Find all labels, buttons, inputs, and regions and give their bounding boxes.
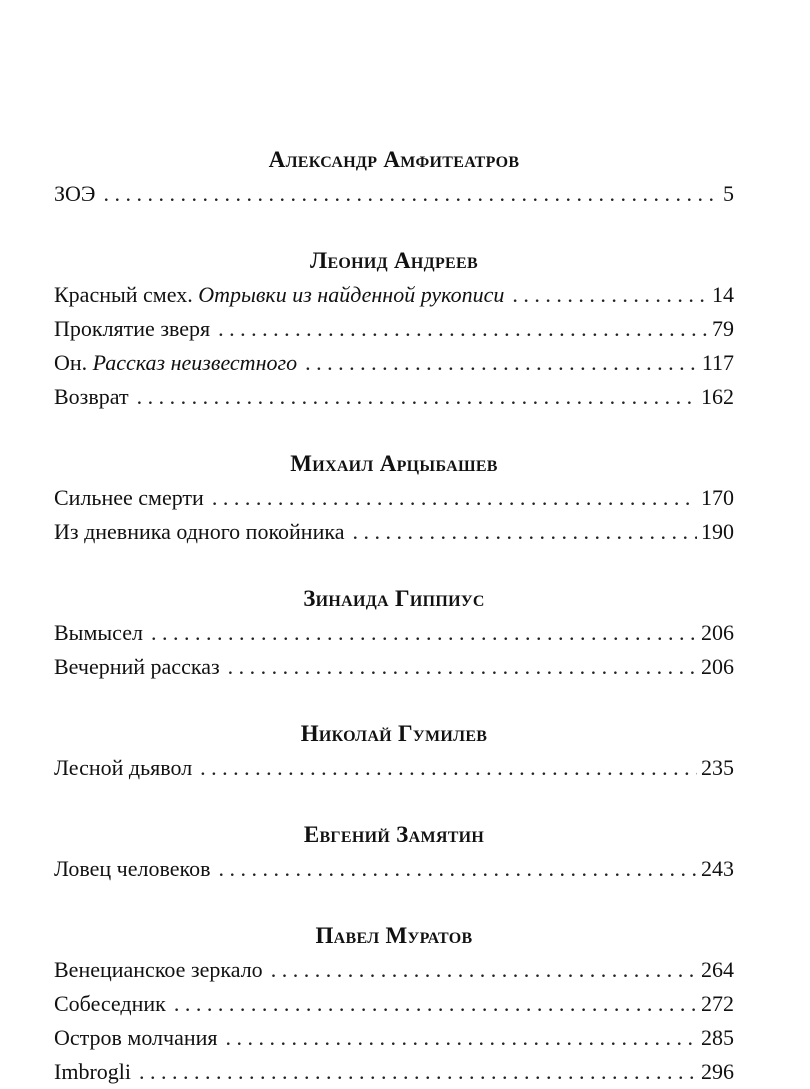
entry-title: Лесной дьявол xyxy=(54,755,193,780)
entry-title: Вымысел xyxy=(54,620,143,645)
entry-title: Imbrogli xyxy=(54,1059,131,1084)
author-heading: Михаил Арцыбашев xyxy=(290,451,498,476)
toc-entry[interactable] xyxy=(54,177,734,211)
page-number: 14 xyxy=(712,282,734,307)
toc-section-artsybashev xyxy=(54,447,734,549)
page-number: 243 xyxy=(701,856,734,881)
author-heading: Николай Гумилев xyxy=(300,721,488,746)
author-heading: Александр Амфитеатров xyxy=(268,147,520,172)
dot-leader xyxy=(305,346,698,380)
page-number: 285 xyxy=(701,1025,734,1050)
toc-entry[interactable] xyxy=(54,346,734,380)
dot-leader xyxy=(103,177,719,211)
toc-entry[interactable] xyxy=(54,650,734,684)
toc-section-zamyatin xyxy=(54,818,734,886)
dot-leader xyxy=(218,852,697,886)
entry-title: Венецианское зеркало xyxy=(54,957,263,982)
entry-title: Проклятие зверя xyxy=(54,316,211,341)
dot-leader xyxy=(200,751,697,785)
dot-leader xyxy=(271,953,697,987)
entry-title: ЗОЭ xyxy=(54,181,96,206)
dot-leader xyxy=(139,1055,697,1089)
page-number: 206 xyxy=(701,620,734,645)
toc-entry[interactable] xyxy=(54,616,734,650)
author-heading: Зинаида Гиппиус xyxy=(303,586,485,611)
toc-entry[interactable] xyxy=(54,481,734,515)
entry-title: Остров молчания xyxy=(54,1025,218,1050)
dot-leader xyxy=(226,1021,697,1055)
entry-title: Красный смех. xyxy=(54,282,199,307)
page-number: 264 xyxy=(701,957,734,982)
dot-leader xyxy=(218,312,708,346)
table-of-contents xyxy=(54,143,734,1089)
dot-leader xyxy=(512,278,708,312)
dot-leader xyxy=(174,987,697,1021)
page-number: 272 xyxy=(701,991,734,1016)
page-number: 235 xyxy=(701,755,734,780)
toc-entry[interactable] xyxy=(54,852,734,886)
toc-entry[interactable] xyxy=(54,515,734,549)
author-heading: Леонид Андреев xyxy=(310,248,478,273)
author-heading: Павел Муратов xyxy=(315,923,473,948)
page-number: 206 xyxy=(701,654,734,679)
entry-title: Вечерний рассказ xyxy=(54,654,220,679)
dot-leader xyxy=(352,515,697,549)
toc-section-gumilev xyxy=(54,717,734,785)
toc-entry[interactable] xyxy=(54,953,734,987)
entry-title: Возврат xyxy=(54,384,129,409)
dot-leader xyxy=(137,380,697,414)
toc-entry[interactable] xyxy=(54,1055,734,1089)
toc-section-gippius xyxy=(54,582,734,684)
toc-section-andreev xyxy=(54,244,734,414)
entry-title: Ловец человеков xyxy=(54,856,211,881)
toc-entry[interactable] xyxy=(54,278,734,312)
toc-entry[interactable] xyxy=(54,312,734,346)
toc-section-muratov xyxy=(54,919,734,1089)
entry-title: Собеседник xyxy=(54,991,166,1016)
page-number: 190 xyxy=(701,519,734,544)
dot-leader xyxy=(151,616,697,650)
entry-title: Из дневника одного покойника xyxy=(54,519,345,544)
dot-leader xyxy=(228,650,697,684)
entry-subtitle: Отрывки из найденной рукописи xyxy=(198,282,505,307)
page-number: 162 xyxy=(701,384,734,409)
entry-subtitle: Рассказ неизвестного xyxy=(92,350,298,375)
toc-entry[interactable] xyxy=(54,751,734,785)
author-heading: Евгений Замятин xyxy=(303,822,485,847)
entry-title: Сильнее смерти xyxy=(54,485,204,510)
toc-entry[interactable] xyxy=(54,987,734,1021)
toc-entry[interactable] xyxy=(54,380,734,414)
page-number: 5 xyxy=(723,181,734,206)
page-number: 170 xyxy=(701,485,734,510)
page-number: 79 xyxy=(712,316,734,341)
dot-leader xyxy=(212,481,697,515)
page-number: 117 xyxy=(701,350,734,375)
page-number: 296 xyxy=(701,1059,734,1084)
entry-title: Он. xyxy=(54,350,93,375)
toc-section-amfiteatrov xyxy=(54,143,734,211)
toc-entry[interactable] xyxy=(54,1021,734,1055)
